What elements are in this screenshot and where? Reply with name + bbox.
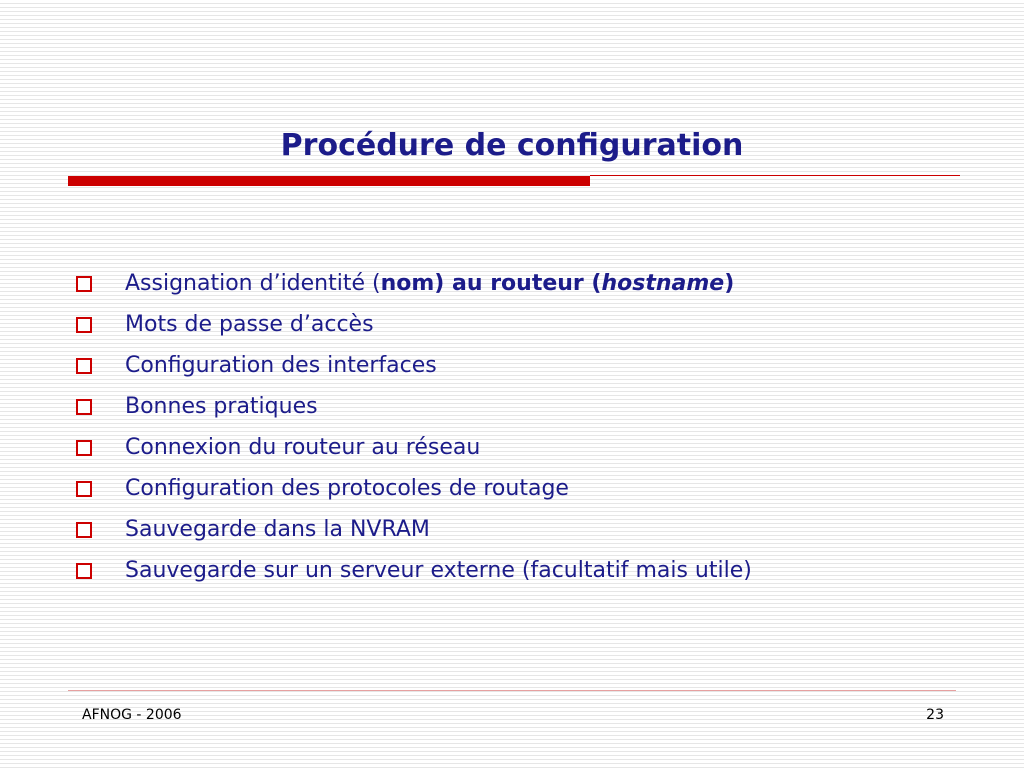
- bullet-text-bold-italic: hostname: [601, 271, 725, 296]
- bullet-item-nvram: [76, 509, 752, 550]
- bullet-item-network-connection: [76, 427, 752, 468]
- bullet-item-passwords: [76, 304, 752, 345]
- footer-label: AFNOG - 2006: [82, 707, 182, 723]
- bullet-item-hostname: [76, 263, 752, 304]
- bullet-item-external-server: [76, 550, 752, 591]
- checkbox-icon: [76, 481, 92, 497]
- bullet-item-interfaces: [76, 345, 752, 386]
- bullet-text: Configuration des protocoles de routage: [125, 476, 569, 501]
- checkbox-icon: [76, 317, 92, 333]
- checkbox-icon: [76, 522, 92, 538]
- bullet-text: Bonnes pratiques: [125, 394, 318, 419]
- title-underline-line: [590, 175, 960, 176]
- bullet-list: [76, 263, 752, 591]
- bullet-text: Sauvegarde dans la NVRAM: [125, 517, 430, 542]
- bullet-text: Sauvegarde sur un serveur externe (facultatif mais utile): [125, 558, 752, 583]
- checkbox-icon: [76, 563, 92, 579]
- checkbox-icon: [76, 440, 92, 456]
- bullet-text-bold-close: ): [724, 271, 735, 296]
- bullet-text: Configuration des interfaces: [125, 353, 437, 378]
- footer-divider: [68, 690, 956, 691]
- checkbox-icon: [76, 358, 92, 374]
- slide-title: Procédure de configuration: [280, 128, 744, 163]
- bullet-item-routing-protocols: [76, 468, 752, 509]
- checkbox-icon: [76, 399, 92, 415]
- title-underline-bar: [68, 176, 590, 186]
- bullet-item-best-practices: [76, 386, 752, 427]
- bullet-text-bold: nom) au routeur (: [380, 271, 602, 296]
- bullet-text: Mots de passe d’accès: [125, 312, 374, 337]
- checkbox-icon: [76, 276, 92, 292]
- page-number: 23: [926, 707, 944, 723]
- bullet-text: [125, 271, 734, 296]
- bullet-text: Connexion du routeur au réseau: [125, 435, 481, 460]
- bullet-text-part: Assignation d’identité (: [125, 271, 381, 296]
